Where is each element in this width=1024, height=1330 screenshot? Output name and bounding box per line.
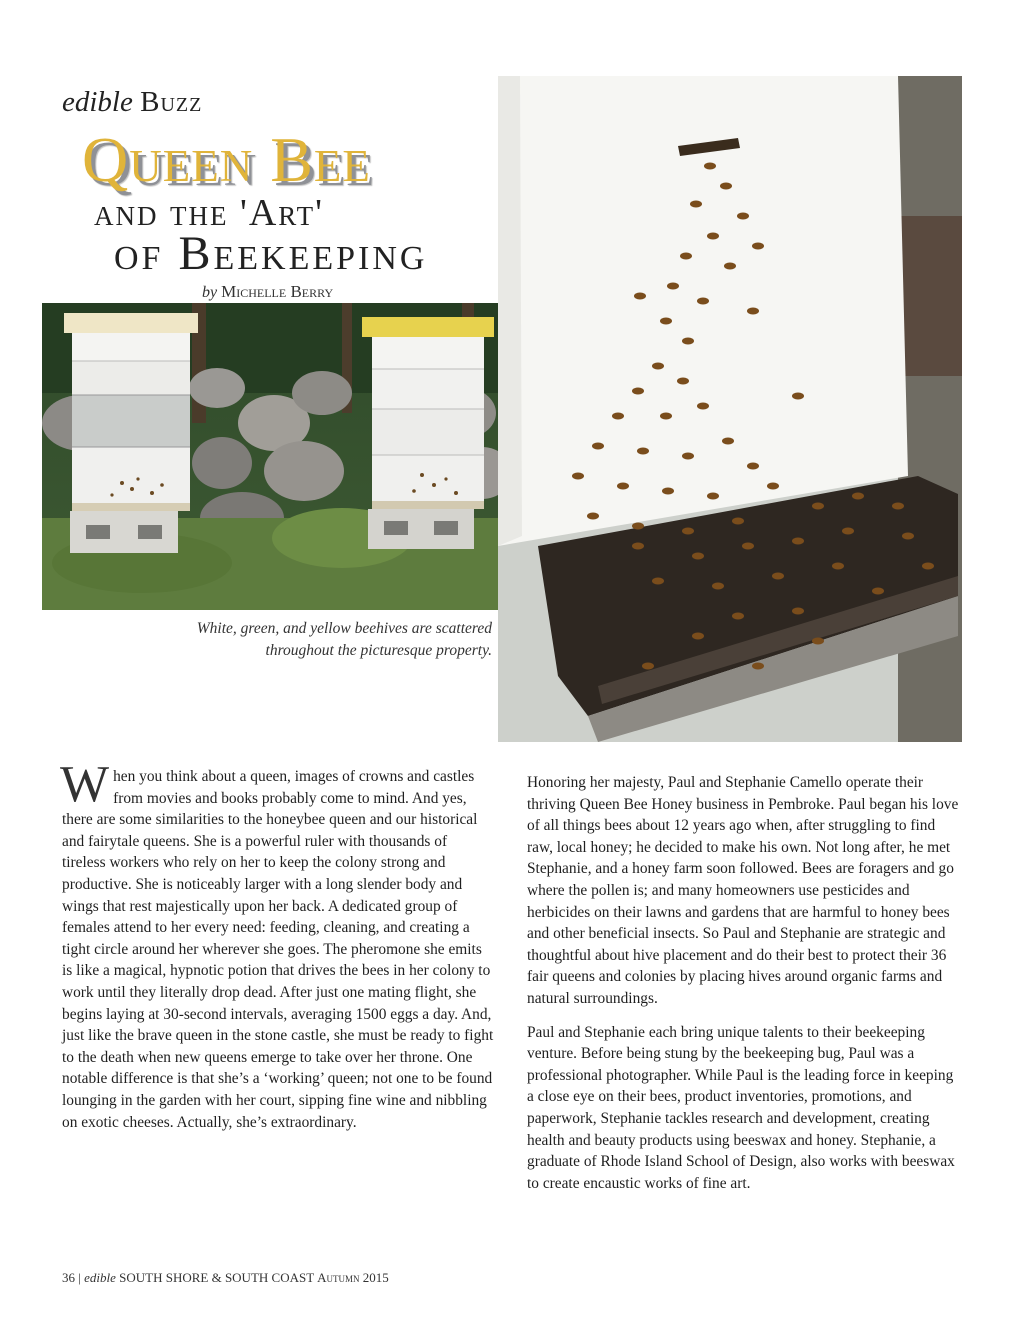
drop-cap: W	[60, 756, 110, 813]
byline-prefix: by	[202, 284, 218, 301]
footer-separator: |	[78, 1270, 81, 1285]
article-title-line1: Queen Bee	[82, 124, 371, 195]
page-number: 36	[62, 1270, 75, 1285]
page-footer	[62, 1270, 389, 1286]
issue-label: Autumn 2015	[317, 1270, 389, 1285]
article-title-line3: of Beekeeping	[114, 227, 428, 280]
beehives-photo	[42, 303, 504, 610]
magazine-prefix: edible	[84, 1270, 116, 1285]
bees-on-hive-photo	[498, 76, 962, 742]
photo-caption	[150, 618, 492, 662]
article-paragraph: Honoring her majesty, Paul and Stephanie Camello operate their thriving Queen Bee Honey business in Pembroke. Paul began his love of all things bees about 12 years ago when, after struggling to find raw, local honey; he decided to make his own. Not long after, he met Stephanie, and a honey farm soon followed. Bees are foragers and go where the pollen is; and many homeowners use pesticides and herbicides on their lawns and gardens that are harmful to honey bees and other beneficial insects. So Paul and Stephanie are strategic and thoughtful about hive placement and do their best to protect their 36 fair queens and colonies by placing hives around organic farms and natural surroundings.	[527, 774, 959, 1007]
article-title-line2: and the 'Art'	[94, 192, 324, 234]
magazine-name: SOUTH SHORE & SOUTH COAST	[119, 1270, 314, 1285]
section-name: Buzz	[140, 86, 203, 118]
author-name: Michelle Berry	[221, 282, 334, 301]
section-label	[62, 86, 202, 119]
caption-line1: White, green, and yellow beehives are scattered	[196, 620, 492, 637]
section-prefix: edible	[62, 86, 133, 118]
article-column-right	[527, 772, 961, 1206]
article-column-left	[60, 756, 494, 1133]
article-paragraph	[60, 756, 494, 1133]
caption-line2: throughout the picturesque property.	[265, 642, 492, 659]
byline	[202, 282, 333, 302]
article-paragraph: Paul and Stephanie each bring unique talents to their beekeeping venture. Before being stung by the beekeeping bug, Paul was a professional photographer. While Paul is the leading force in keeping a close eye on their bees, product inventories, promotions, and paperwork, Stephanie tackles research and development, creating health and beauty products using beeswax and honey. Stephanie, a graduate of Rhode Island School of Design, also works with beeswax to create encaustic works of fine art.	[527, 1023, 955, 1192]
article-paragraph-text: hen you think about a queen, images of crowns and castles from movies and books probably come to mind. And yes, there are some similarities to the honeybee queen and our historical and fairytale queens. She is a powerful ruler with thousands of tireless workers who rely on her to keep the colony strong and productive. She is noticeably larger with a long slender body and wings that rest majestically upon her back. A dedicated group of females attend to her every need: feeding, cleaning, and creating a tight circle around her wherever she goes. The pheromone she emits is like a magical, hypnotic potion that drives the bees in her colony to work until they literally drop dead. After just one mating flight, she begins laying at 30-second intervals, averaging 1500 eggs a day. And, just like the brave queen in the stone castle, she must be ready to fight to the death when new queens emerge to take over her throne. One notable difference is that she’s a ‘working’ queen; not one to be found lounging in the garden with her court, sipping fine wine and nibbling on exotic cheeses. Actually, she’s extraordinary.	[62, 768, 494, 1131]
